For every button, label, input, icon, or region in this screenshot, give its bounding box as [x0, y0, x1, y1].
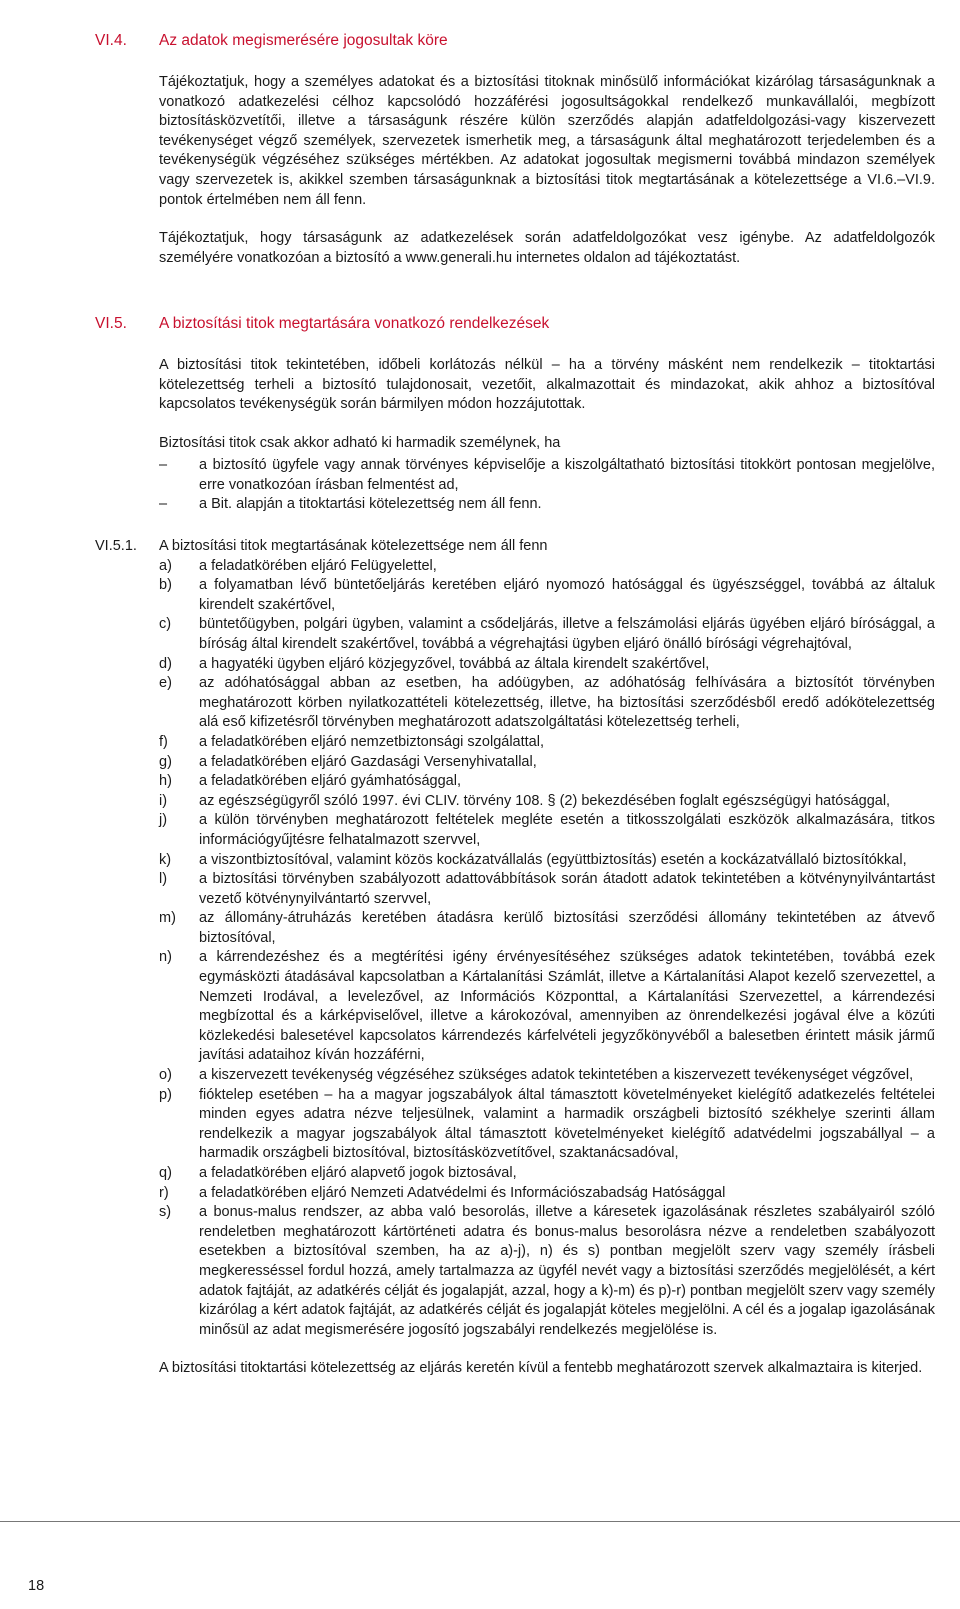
list-item-letter: s): [159, 1204, 172, 1221]
subsection-intro: A biztosítási titok megtartásának kötelezettsége nem áll fenn: [159, 538, 548, 554]
list-item: [159, 495, 935, 515]
section-title: A biztosítási titok megtartására vonatkozó rendelkezések: [159, 315, 550, 332]
list-item: [159, 811, 935, 850]
list-item: [159, 948, 935, 1066]
list-item-text: a kiszervezett tevékenység végzéséhez szükséges adatok tekintetében a kiszervezett tevékenységet végzővel,: [199, 1067, 914, 1084]
list-item-text: a biztosítási törvényben szabályozott adattovábbítások során átadott adatok tekintetében a kötvénynyilvántartást vezető kötvénynyilvántartó szervvel,: [199, 871, 935, 907]
list-item-text: a biztosító ügyfele vagy annak törvényes képviselője a kiszolgáltatható biztosítási titokkört pontosan megjelölve, erre vonatkozóan írásban felmentést ad,: [199, 457, 935, 493]
list-item-letter: q): [159, 1165, 172, 1181]
list-item-text: a feladatkörében eljáró Nemzeti Adatvédelmi és Információszabadság Hatósággal: [199, 1184, 726, 1201]
list-item-letter: i): [159, 792, 168, 809]
dash-list: [159, 456, 935, 515]
section-vi4-body: [159, 73, 935, 268]
list-item: [159, 615, 935, 654]
list-item-letter: n): [159, 949, 172, 966]
list-item: [159, 772, 935, 792]
list-item-letter: p): [159, 1086, 172, 1103]
section-vi5-heading: [95, 315, 549, 333]
list-item: [159, 1086, 935, 1164]
list-item-text: a feladatkörében eljáró gyámhatósággal,: [199, 773, 461, 790]
subsection-number: VI.5.1.: [95, 538, 137, 554]
subsection-vi51-body: [159, 537, 935, 1379]
list-item-letter: h): [159, 773, 172, 790]
lettered-list: [159, 557, 935, 1341]
list-item-letter: e): [159, 675, 172, 692]
list-item: [159, 1184, 935, 1204]
section-vi4-heading: [95, 32, 448, 50]
list-item-letter: o): [159, 1067, 172, 1084]
list-item: [159, 851, 935, 871]
list-item: [159, 1164, 935, 1184]
section-title: Az adatok megismerésére jogosultak köre: [159, 32, 448, 49]
list-item: [159, 674, 935, 733]
list-item-letter: b): [159, 577, 172, 594]
section-vi5-body: [159, 356, 935, 453]
list-item: [159, 456, 935, 495]
list-item-text: a feladatkörében eljáró Felügyelettel,: [199, 557, 437, 574]
list-item-letter: m): [159, 910, 176, 927]
list-item-text: a feladatkörében eljáró alapvető jogok biztosával,: [199, 1165, 517, 1181]
list-item: [159, 1203, 935, 1340]
list-item-text: a bonus-malus rendszer, az abba való besorolás, illetve a káresetek igazolásának részletes szabályairól szóló rendeletben meghatározott kártörténeti adatra és bonus-malus besorolásra nézve a rendeletben szabályozott esetekben a biztosítóval szemben, ha az a)-j), n) és s) pontban megjelölt szerv vagy személy írásbeli megkeresséssel fordul hozzá, amely tartalmazza az ügyfél nevét vagy a biztosítási szerződés megjelölését, a kért adatok fajtáját, az adatkérés célját és jogalapját, azzal, hogy a k)-m) és p)-r) pontban megjelölt szerv vagy személy kizárólag a kért adatok fajtáját, az adatkérés célját és jogalapját köteles megjelölni. A cél és a jogalap igazolásának minősül az adat megismerésére jogosító jogszabályi rendelkezés megjelölése is.: [199, 1204, 935, 1338]
list-item: [159, 733, 935, 753]
list-item-text: az állomány-átruházás keretében átadásra kerülő biztosítási szerződési állomány tekintetében az átvevő biztosítóval,: [199, 910, 935, 946]
closing-paragraph: A biztosítási titoktartási kötelezettség az eljárás keretén kívül a fentebb meghatározott szervek alkalmaztaira is kiterjed.: [159, 1360, 923, 1377]
paragraph: Tájékoztatjuk, hogy társaságunk az adatkezelések során adatfeldolgozókat vesz igénybe. Az adatfeldolgozók személyére vonatkozóan a biztosító a www.generali.hu internetes oldalon ad tájékoztatást.: [159, 230, 935, 266]
list-item: [159, 792, 935, 812]
list-item-letter: k): [159, 851, 172, 868]
list-item: [159, 557, 935, 577]
list-item-letter: l): [159, 871, 168, 888]
list-item-text: a feladatkörében eljáró nemzetbiztonsági szolgálattal,: [199, 733, 544, 750]
list-item-letter: d): [159, 655, 172, 672]
list-item-letter: g): [159, 753, 172, 770]
list-item-letter: r): [159, 1184, 169, 1201]
list-item-text: a külön törvényben meghatározott feltételek megléte esetén a titkosszolgálati eszközök alkalmazására, titkos információgyűjtésre felhatalmazott szervvel,: [199, 812, 935, 848]
list-item: [159, 655, 935, 675]
list-item: [159, 576, 935, 615]
list-item-letter: f): [159, 733, 168, 750]
list-item-text: a hagyatéki ügyben eljáró közjegyzővel, továbbá az általa kirendelt szakértővel,: [199, 655, 710, 672]
list-item-text: a viszontbiztosítóval, valamint közös kockázatvállalás (együttbiztosítás) esetén a kockázatvállaló biztosítókkal,: [199, 851, 907, 868]
dash-marker: –: [159, 457, 168, 473]
list-item-text: fióktelep esetében – ha a magyar jogszabályok által támasztott követelményeket kielégítő adatkezelés feltételei minden egyes adatra nézve teljesülnek, valamint a harmadik országbeli biztosító székhelye szerinti állam rendelkezik a magyar jogszabályok által támasztott követelményeket kielégítő adatvédelmi jogszabállyal – a harmadik országbeli biztosítóval, biztosításközvetítővel, szaktanácsadóval,: [199, 1086, 935, 1162]
list-item-letter: c): [159, 616, 172, 633]
list-item: [159, 870, 935, 909]
list-item: [159, 909, 935, 948]
list-item-text: a kárrendezéshez és a megtérítési igény érvényesítéséhez szükséges adatok tekintetében, továbbá ezek egymásközti átadásával kapcsolatban a Kártalanítási Számlát, illetve a Kártalanítási Alapot kezelő szervezettel, a Nemzeti Irodával, a levelezővel, az Információs Központtal, a Kártalanítási Szervezettel, a kárrendezési megbízottal és a kárképviselővel, illetve a károkozóval, amennyiben az önrendelkezési jogával élve a közúti közlekedési balesetével kapcsolatos kárrendezés kárfelvételi jegyzőkönyvéből a balesetben érintett másik jármű javítási adataihoz kíván hozzáférni,: [199, 949, 935, 1064]
section-number: VI.5.: [95, 315, 127, 332]
list-item: [159, 753, 935, 773]
list-item-letter: a): [159, 557, 172, 574]
page-number: 18: [28, 1578, 45, 1594]
list-item-text: az egészségügyről szóló 1997. évi CLIV. törvény 108. § (2) bekezdésében foglalt egészségügyi hatósággal,: [199, 792, 891, 809]
paragraph: A biztosítási titok tekintetében, időbeli korlátozás nélkül – ha a törvény másként nem rendelkezik – titoktartási kötelezettség terheli a biztosító tulajdonosait, vezetőit, alkalmazottait és mindazokat, akik ahhoz a biztosítóval kapcsolatos tevékenységük során bármilyen módon hozzájutottak.: [159, 357, 935, 413]
paragraph: Biztosítási titok csak akkor adható ki harmadik személynek, ha: [159, 434, 561, 451]
list-item-text: a Bit. alapján a titoktartási kötelezettség nem áll fenn.: [199, 496, 542, 513]
list-item-text: az adóhatósággal abban az esetben, ha adóügyben, az adóhatóság felhívására a biztosítót törvényben meghatározott körben nyilatkozattételi kötelezettség, illetve, ha biztosítási szerződésből eredő adókötelezettség alá eső kifizetésről törvényben meghatározott adatszolgáltatási kötelezettség terheli,: [199, 675, 935, 731]
list-item-text: a folyamatban lévő büntetőeljárás keretében eljáró nyomozó hatósággal és ügyészséggel, továbbá az általuk kirendelt szakértővel,: [199, 577, 935, 613]
list-item-letter: j): [159, 812, 168, 829]
footer-rule: [0, 1521, 960, 1522]
list-item-text: büntetőügyben, polgári ügyben, valamint a csődeljárás, illetve a felszámolási eljárás ügyében eljáró bírósággal, a bíróság által kirendelt szakértővel, továbbá a végrehajtási ügyben eljáró önálló bírósági végrehajtóval,: [199, 616, 935, 652]
list-item-text: a feladatkörében eljáró Gazdasági Versenyhivatallal,: [199, 753, 537, 770]
list-item: [159, 1066, 935, 1086]
dash-marker: –: [159, 496, 168, 513]
paragraph: Tájékoztatjuk, hogy a személyes adatokat és a biztosítási titoknak minősülő információkat kizárólag társaságunknak a vonatkozó adatkezelési célhoz kapcsolódó hozzáférési jogosultságokkal rendelkező munkavállalói, megbízott biztosításközvetítői, illetve a társaságunk részére külön szerződés alapján adatfeldolgozási-vagy kiszervezett tevékenységet végző személyek, szervezetek ismerhetik meg, a társaságunk által meghatározott terjedelemben és a tevékenységük végzéséhez szükséges mértékben. Az adatokat jogosultak megismerni továbbá mindazon személyek vagy szervezetek is, akikkel szemben társaságunknak a biztosítási titok megtartásának a kötelezettsége a VI.6.–VI.9. pontok értelmében nem áll fenn.: [159, 74, 935, 208]
section-number: VI.4.: [95, 32, 127, 49]
